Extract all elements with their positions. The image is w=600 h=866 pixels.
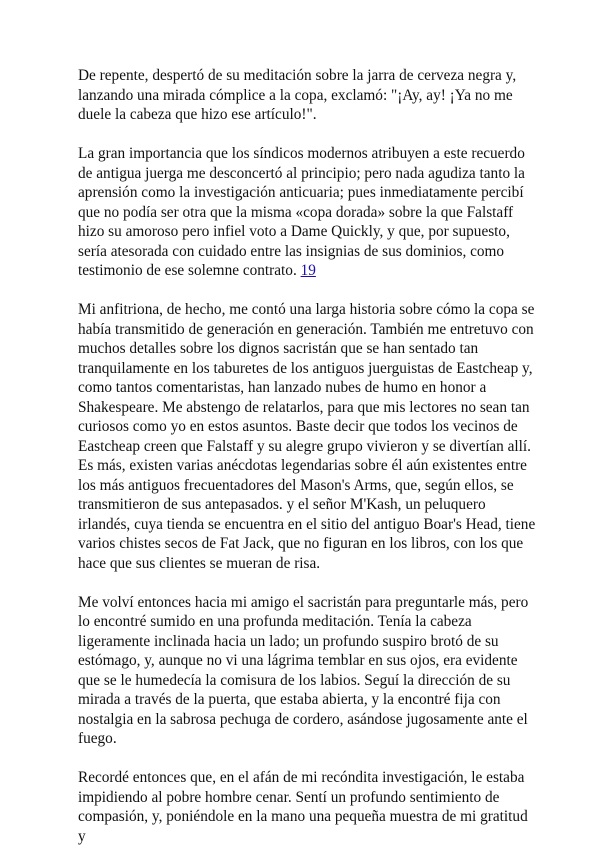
paragraph-5-text: Recordé entonces que, en el afán de mi recóndita investigación, le estaba impidiendo al pobre hombre cenar. Sentí un profundo sentimiento de compasión, y, poniéndole en la mano una pequeña muestra de mi gratitud y	[78, 769, 528, 845]
paragraph-4-text: Me volví entonces hacia mi amigo el sacristán para preguntarle más, pero lo encontré sumido en una profunda meditación. Tenía la cabeza ligeramente inclinada hacia un lado; un profundo suspiro brotó de su estómago, y, aunque no vi una lágrima temblar en sus ojos, era evidente que se le humedecía la comisura de los labios. Seguí la dirección de su mirada a través de la puerta, que estaba abierta, y la encontré fija con nostalgia en la sabrosa pechuga de cordero, asándose jugosamente ante el fuego.	[78, 593, 529, 747]
paragraph-1	[78, 66, 538, 125]
document-page	[78, 66, 538, 866]
paragraph-5	[78, 768, 538, 846]
paragraph-4	[78, 593, 538, 749]
paragraph-2	[78, 144, 538, 281]
paragraph-3	[78, 300, 538, 573]
paragraph-2-text: La gran importancia que los síndicos modernos atribuyen a este recuerdo de antigua juerga me desconcertó al principio; pero nada agudiza tanto la aprensión como la investigación anticuaria; pues inmediatamente percibí que no podía ser otra que la misma «copa dorada» sobre la que Falstaff hizo su amoroso pero infiel voto a Dame Quickly, y que, por supuesto, sería atesorada con cuidado entre las insignias de sus dominios, como testimonio de ese solemne contrato.	[78, 145, 525, 279]
paragraph-3-text: Mi anfitriona, de hecho, me contó una larga historia sobre cómo la copa se había transmitido de generación en generación. También me entretuvo con muchos detalles sobre los dignos sacristán que se han sentado tan tranquilamente en los taburetes de los antiguos juerguistas de Eastcheap y, como tantos comentaristas, han lanzado nubes de humo en honor a Shakespeare. Me abstengo de relatarlos, para que mis lectores no sean tan curiosos como yo en estos asuntos. Baste decir que todos los vecinos de Eastcheap creen que Falstaff y su alegre grupo vivieron y se divertían allí. Es más, existen varias anécdotas legendarias sobre él aún existentes entre los más antiguos frecuentadores del Mason's Arms, que, según ellos, se transmitieron de sus antepasados. y el señor M'Kash, un peluquero irlandés, cuya tienda se encuentra en el sitio del antiguo Boar's Head, tiene varios chistes secos de Fat Jack, que no figuran en los libros, con los que hace que sus clientes se mueran de risa.	[78, 301, 536, 572]
footnote-link[interactable]: 19	[300, 262, 316, 279]
paragraph-1-text: De repente, despertó de su meditación sobre la jarra de cerveza negra y, lanzando una mirada cómplice a la copa, exclamó: "¡Ay, ay! ¡Ya no me duele la cabeza que hizo ese artículo!".	[78, 67, 517, 123]
